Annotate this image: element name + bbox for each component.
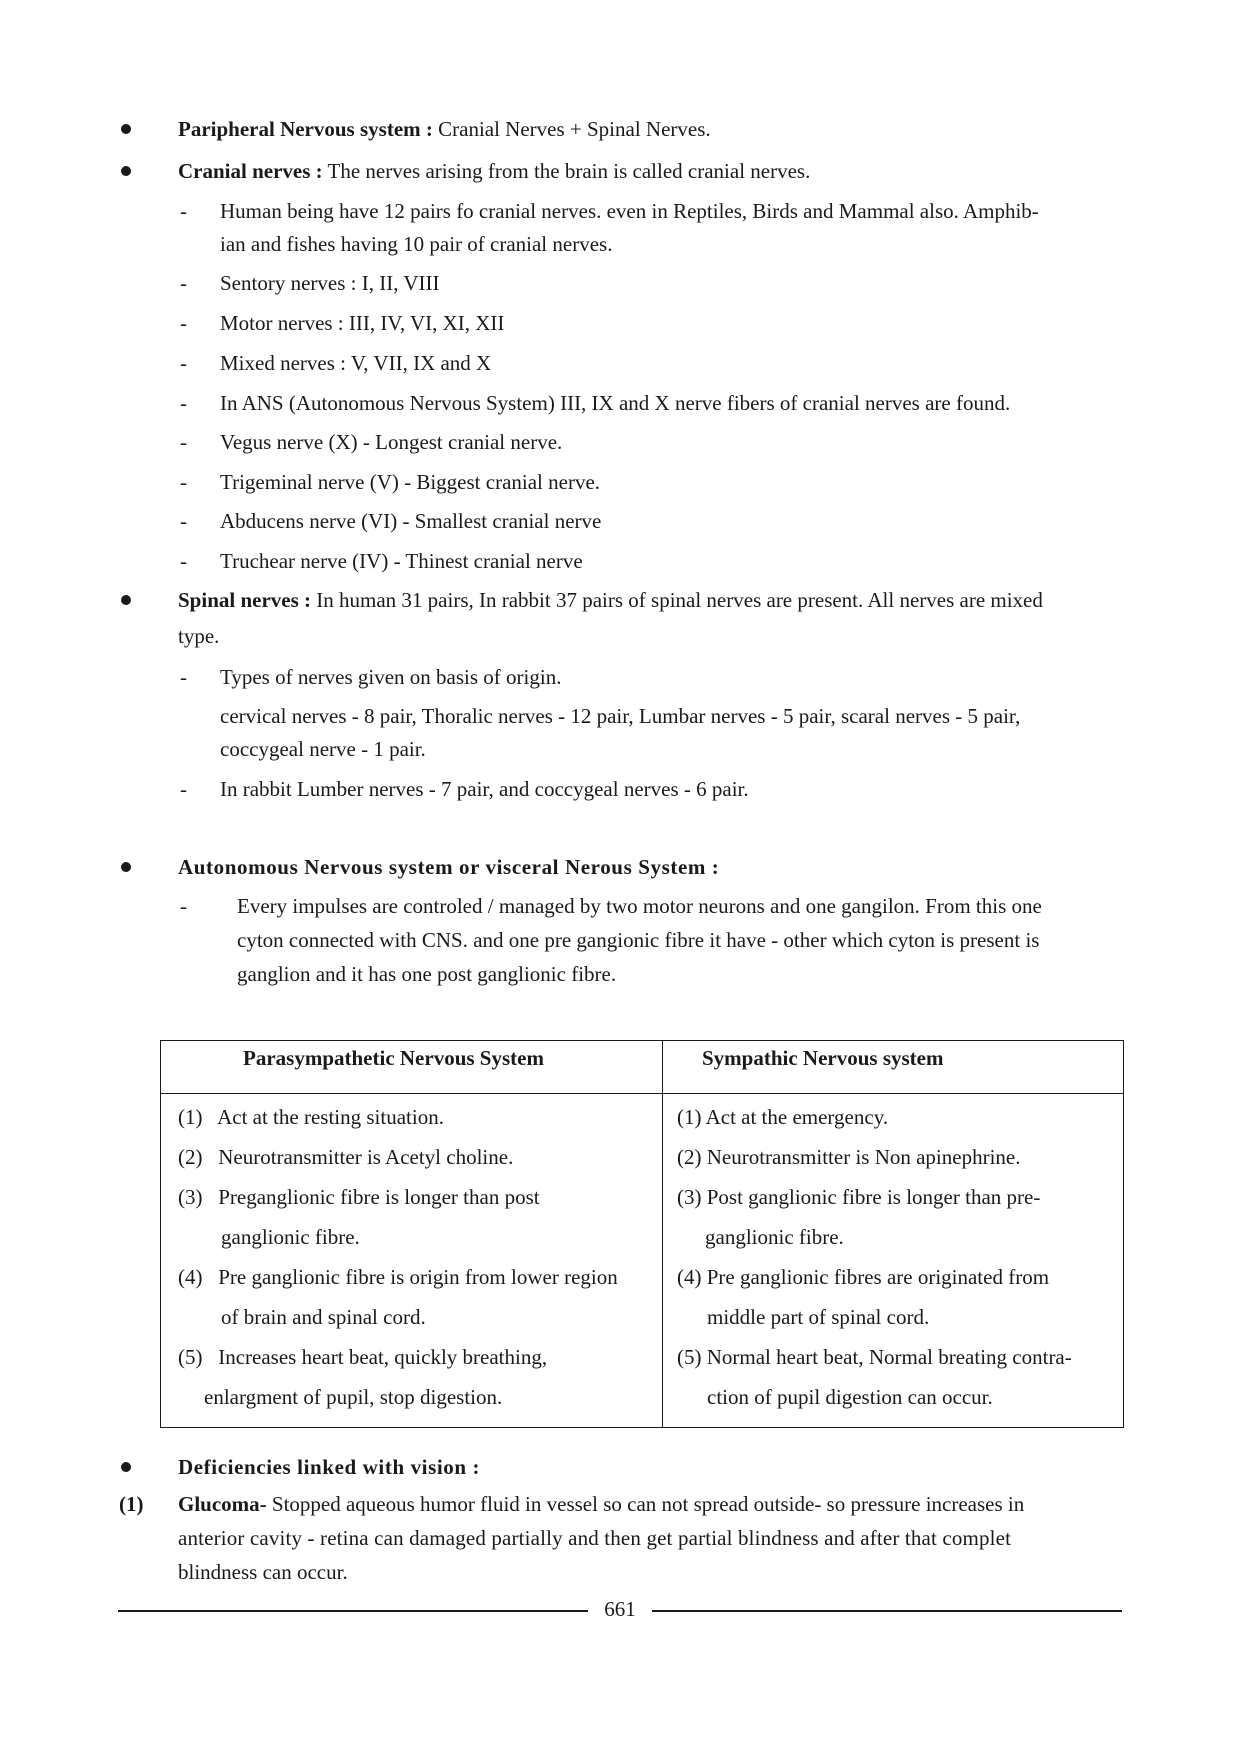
list-item: middle part of spinal cord.	[707, 1305, 930, 1329]
cranial-line	[178, 156, 1128, 186]
page-number: 661	[604, 1597, 636, 1621]
list-item: ganglionic fibre.	[221, 1225, 360, 1249]
list-item: enlargment of pupil, stop digestion.	[204, 1385, 503, 1409]
peripheral-text: Cranial Nerves + Spinal Nerves.	[432, 117, 711, 141]
deficiencies-label: Deficiencies linked with vision :	[178, 1455, 481, 1479]
deficiency-number: (1)	[119, 1492, 144, 1516]
footer-rule-left	[118, 1610, 588, 1612]
dash: -	[180, 549, 187, 573]
table-header-text: Sympathic Nervous system	[702, 1046, 944, 1070]
list-item: (2) Neurotransmitter is Non apinephrine.	[677, 1145, 1021, 1169]
spinal-label: Spinal nerves :	[178, 588, 312, 612]
spinal-line	[178, 585, 1128, 615]
list-item: ction of pupil digestion can occur.	[707, 1385, 993, 1409]
comparison-table	[160, 1040, 1124, 1428]
dash: -	[180, 271, 187, 295]
dash: -	[180, 509, 187, 533]
dash: -	[180, 894, 187, 918]
list-item: (2) Neurotransmitter is Acetyl choline.	[178, 1145, 514, 1169]
peripheral-line	[178, 114, 1128, 144]
list-item: (1) Act at the resting situation.	[178, 1105, 444, 1129]
table-header-sympathetic	[663, 1041, 1124, 1094]
bullet	[121, 1462, 131, 1472]
bullet	[121, 595, 131, 605]
bullet	[121, 124, 131, 134]
deficiency-line-3: blindness can occur.	[178, 1560, 348, 1584]
dash: -	[180, 351, 187, 375]
list-item: (1) Act at the emergency.	[677, 1105, 889, 1129]
cranial-item-5: In ANS (Autonomous Nervous System) III, IX and X nerve fibers of cranial nerves are found.	[220, 391, 1011, 415]
dash: -	[180, 391, 187, 415]
dash: -	[180, 777, 187, 801]
deficiency-term: Glucoma-	[178, 1492, 267, 1516]
deficiency-line-2: anterior cavity - retina can damaged partially and then get partial blindness and after that complet	[178, 1526, 1012, 1550]
autonomous-label: Autonomous Nervous system or visceral Nerous System :	[178, 855, 720, 879]
parasympathetic-cell	[161, 1094, 663, 1428]
list-item: (3) Post ganglionic fibre is longer than pre-	[677, 1185, 1041, 1209]
list-item: (4) Pre ganglionic fibre is origin from lower region	[178, 1265, 618, 1289]
table-header-row	[161, 1041, 1124, 1094]
spinal-item-1: Types of nerves given on basis of origin.	[220, 665, 562, 689]
list-item: (4) Pre ganglionic fibres are originated from	[677, 1265, 1050, 1289]
footer-rule-right	[652, 1610, 1122, 1612]
cranial-item-2: Sentory nerves : I, II, VIII	[220, 271, 440, 295]
bullet	[121, 166, 131, 176]
list-item: ganglionic fibre.	[705, 1225, 844, 1249]
cranial-item-1-cont: ian and fishes having 10 pair of cranial nerves.	[220, 232, 613, 256]
list-item: (3) Preganglionic fibre is longer than post	[178, 1185, 540, 1209]
spinal-text: In human 31 pairs, In rabbit 37 pairs of spinal nerves are present. All nerves are mixed	[311, 588, 1043, 612]
cranial-item-9: Truchear nerve (IV) - Thinest cranial nerve	[220, 549, 583, 573]
cranial-item-4: Mixed nerves : V, VII, IX and X	[220, 351, 492, 375]
autonomous-line-1: Every impulses are controled / managed by two motor neurons and one gangilon. From this one	[237, 894, 1042, 918]
table-row	[161, 1094, 1124, 1428]
cranial-text: The nerves arising from the brain is called cranial nerves.	[322, 159, 811, 183]
list-item: (5) Normal heart beat, Normal breating contra-	[677, 1345, 1072, 1369]
dash: -	[180, 199, 187, 223]
peripheral-label: Paripheral Nervous system :	[178, 117, 433, 141]
deficiency-line-1	[178, 1489, 1128, 1519]
deficiency-text: Stopped aqueous humor fluid in vessel so can not spread outside- so pressure increases in	[266, 1492, 1025, 1516]
list-item: of brain and spinal cord.	[221, 1305, 426, 1329]
sympathetic-cell	[663, 1094, 1124, 1428]
cranial-item-6: Vegus nerve (X) - Longest cranial nerve.	[220, 430, 563, 454]
dash: -	[180, 665, 187, 689]
list-item: (5) Increases heart beat, quickly breathing,	[178, 1345, 548, 1369]
autonomous-line-2: cyton connected with CNS. and one pre gangionic fibre it have - other which cyton is present is	[237, 928, 1040, 952]
dash: -	[180, 470, 187, 494]
cranial-item-3: Motor nerves : III, IV, VI, XI, XII	[220, 311, 505, 335]
cranial-label: Cranial nerves :	[178, 159, 323, 183]
bullet	[121, 862, 131, 872]
table-header-parasympathetic	[161, 1041, 663, 1094]
cranial-item-7: Trigeminal nerve (V) - Biggest cranial nerve.	[220, 470, 601, 494]
dash: -	[180, 430, 187, 454]
spinal-item-1-detail: cervical nerves - 8 pair, Thoralic nerves - 12 pair, Lumbar nerves - 5 pair, scaral nerves - 5 pair,	[220, 704, 1021, 728]
cranial-item-1: Human being have 12 pairs fo cranial nerves. even in Reptiles, Birds and Mammal also. Amphib-	[220, 199, 1039, 223]
spinal-item-1-detail-cont: coccygeal nerve - 1 pair.	[220, 737, 426, 761]
dash: -	[180, 311, 187, 335]
autonomous-line-3: ganglion and it has one post ganglionic fibre.	[237, 962, 617, 986]
spinal-item-2: In rabbit Lumber nerves - 7 pair, and coccygeal nerves - 6 pair.	[220, 777, 749, 801]
cranial-item-8: Abducens nerve (VI) - Smallest cranial nerve	[220, 509, 602, 533]
spinal-text-cont: type.	[178, 624, 220, 648]
table-header-text: Parasympathetic Nervous System	[243, 1046, 544, 1070]
